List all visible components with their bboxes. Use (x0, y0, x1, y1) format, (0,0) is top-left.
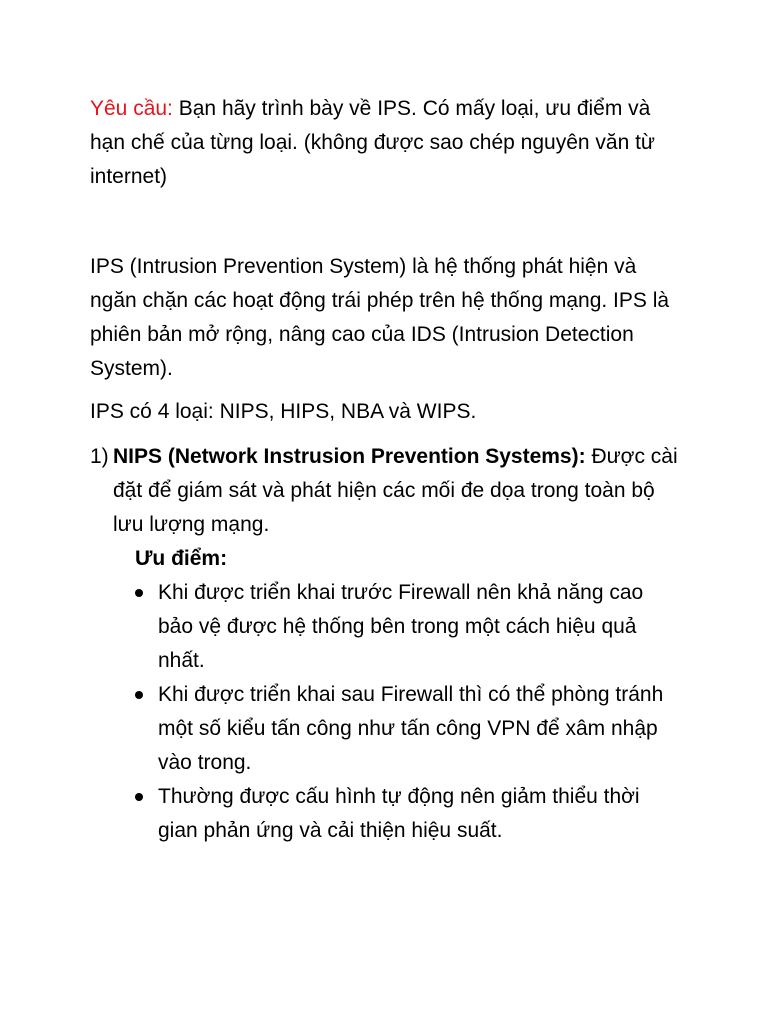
item-title: NIPS (Network Instrusion Prevention Systems): (113, 445, 586, 468)
requirement-label: Yêu cầu: (90, 97, 173, 120)
advantage-item (135, 576, 675, 678)
advantage-text: Thường được cấu hình tự động nên giảm thiểu thời gian phản ứng và cải thiện hiệu suất. (158, 785, 640, 842)
advantage-item (135, 678, 675, 780)
intro-paragraph: IPS (Intrusion Prevention System) là hệ thống phát hiện và ngăn chặn các hoạt động trái phép trên hệ thống mạng. IPS là phiên bản mở rộng, nâng cao của IDS (Intrusion Detection System). (90, 255, 670, 380)
advantage-item (135, 780, 675, 848)
advantages-list (135, 576, 675, 848)
list-number: 1) (90, 445, 109, 468)
bullet-dot-icon (135, 589, 143, 597)
requirement-text: Bạn hãy trình bày về IPS. Có mấy loại, ưu điểm và hạn chế của từng loại. (không được sao chép nguyên văn từ internet) (90, 97, 655, 188)
types-paragraph: IPS có 4 loại: NIPS, HIPS, NBA và WIPS. (90, 400, 477, 423)
item-description: Được cài đặt để giám sát và phát hiện các mối đe dọa trong toàn bộ lưu lượng mạng. (113, 445, 678, 536)
advantage-text: Khi được triển khai trước Firewall nên khả năng cao bảo vệ được hệ thống bên trong một cách hiệu quả nhất. (158, 581, 644, 672)
bullet-dot-icon (135, 691, 143, 699)
requirement-paragraph (90, 92, 675, 194)
advantages-heading: Ưu điểm: (135, 547, 228, 570)
advantage-text: Khi được triển khai sau Firewall thì có thể phòng tránh một số kiểu tấn công như tấn công VPN để xâm nhập vào trong. (158, 683, 664, 774)
bullet-dot-icon (135, 793, 143, 801)
list-item-nips (113, 440, 678, 542)
